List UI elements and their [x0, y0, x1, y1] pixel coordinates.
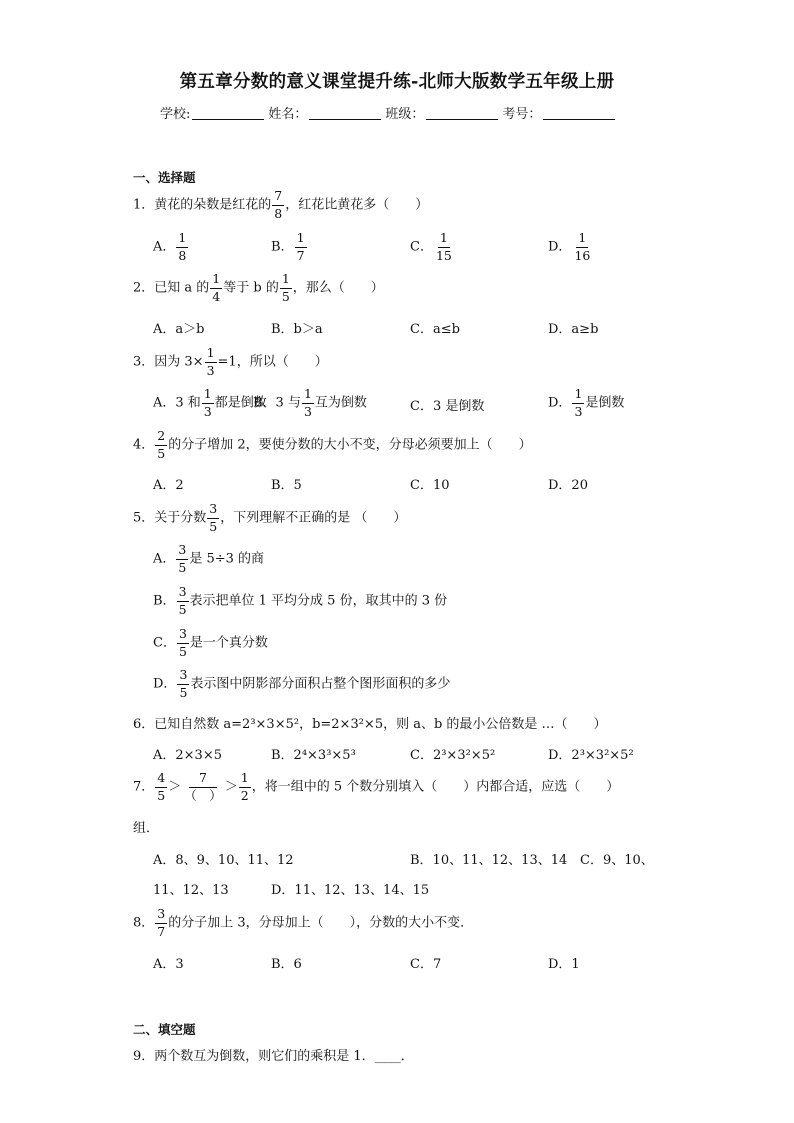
greater-than: ＞ — [224, 779, 238, 795]
q6-option-a[interactable]: A．2×3×5 — [153, 748, 222, 763]
denominator: 5 — [178, 559, 187, 575]
page-title: 第五章分数的意义课堂提升练-北师大版数学五年级上册 — [179, 72, 615, 92]
q5-text-a: 5．关于分数 — [133, 510, 207, 526]
question-2 — [133, 273, 384, 303]
denominator: 4 — [212, 288, 221, 304]
option-text: 是 5÷3 的商 — [189, 551, 265, 567]
numerator: 3 — [207, 503, 219, 519]
denominator: 3 — [574, 403, 583, 419]
option-text: 互为倒数 — [314, 395, 367, 411]
denominator: 5 — [157, 445, 166, 461]
numerator: 1 — [239, 772, 251, 788]
q4-option-c[interactable]: C．10 — [410, 478, 450, 493]
denominator: 2 — [240, 787, 249, 803]
q7-option-d[interactable]: D．11、12、13、14、15 — [271, 883, 430, 898]
q5-option-a[interactable] — [153, 544, 264, 574]
denominator: 8 — [274, 205, 283, 221]
numerator: 1 — [210, 273, 222, 289]
numerator: 7 — [272, 190, 284, 206]
denominator: 5 — [178, 601, 187, 617]
q1-option-d[interactable] — [548, 232, 593, 262]
option-letter: D． — [548, 239, 572, 255]
option-text: 是倒数 — [585, 395, 625, 411]
denominator: 8 — [178, 247, 187, 263]
question-5 — [133, 503, 406, 533]
numerator: 3 — [155, 908, 167, 924]
option-text: 是一个真分数 — [189, 635, 268, 651]
denominator: 5 — [178, 643, 187, 659]
q7-text-c: 组． — [133, 821, 160, 836]
q2-option-a[interactable]: A．a＞b — [153, 322, 205, 337]
q2-option-d[interactable]: D．a≥b — [548, 322, 599, 337]
numerator: 1 — [438, 232, 450, 248]
denominator: 3 — [206, 362, 215, 378]
q8-option-d[interactable]: D．1 — [548, 957, 580, 972]
q2-text-c: ，那么（ ） — [292, 280, 384, 296]
question-8 — [133, 908, 473, 938]
numerator: 3 — [177, 669, 189, 685]
q1-text-a: 1．黄花的朵数是红花的 — [133, 197, 272, 213]
name-blank[interactable] — [309, 107, 381, 120]
denominator: 5 — [281, 288, 290, 304]
q2-text-b: 等于 b 的 — [223, 280, 279, 296]
q6-option-b[interactable]: B．2⁴×3³×5³ — [271, 748, 356, 763]
numerator: 1 — [205, 347, 217, 363]
class-label: 班级： — [385, 107, 425, 122]
question-1 — [133, 190, 428, 220]
numerator: 1 — [280, 273, 292, 289]
denominator: 7 — [296, 247, 305, 263]
q2-option-c[interactable]: C．a≤b — [410, 322, 460, 337]
question-7 — [133, 772, 619, 802]
q2-text-a: 2．已知 a 的 — [133, 280, 210, 296]
greater-than: ＞ — [168, 779, 182, 795]
question-9 — [133, 1045, 414, 1064]
q5-option-d[interactable] — [153, 669, 450, 699]
q7-text-b: ，将一组中的 5 个数分别填入（ ）内都合适，应选（ ） — [251, 779, 620, 795]
q3-text-a: 3．因为 3× — [133, 354, 204, 370]
question-6: 6．已知自然数 a=2³×3×5²，b=2×3²×5，则 a、b 的最小公倍数是 …（ ） — [133, 717, 607, 732]
question-3 — [133, 347, 328, 377]
denominator-blank[interactable]: （ ） — [184, 787, 222, 803]
name-label: 姓名： — [268, 107, 308, 122]
numerator: 3 — [177, 628, 189, 644]
numerator: 3 — [177, 586, 189, 602]
q5-option-b[interactable] — [153, 586, 447, 616]
q4-option-b[interactable]: B．5 — [271, 478, 302, 493]
q7-option-c-cont[interactable]: 11、12、13 — [153, 883, 229, 898]
numerator: 2 — [155, 430, 167, 446]
q6-option-c[interactable]: C．2³×3²×5² — [410, 748, 496, 763]
number-blank[interactable] — [543, 107, 615, 120]
number-label: 考号： — [502, 107, 542, 122]
class-blank[interactable] — [426, 107, 498, 120]
q1-option-a[interactable] — [153, 232, 189, 262]
q7-option-b[interactable]: B．10、11、12、13、14 — [410, 853, 568, 868]
section-heading-fill: 二、填空题 — [133, 1022, 196, 1037]
q1-fraction — [272, 190, 284, 220]
option-text: B．3 与 — [253, 395, 301, 411]
denominator: 5 — [179, 684, 188, 700]
denominator: 15 — [435, 247, 452, 263]
q4-option-a[interactable]: A．2 — [153, 478, 184, 493]
school-blank[interactable] — [192, 107, 264, 120]
q8-option-c[interactable]: C．7 — [410, 957, 442, 972]
numerator: 4 — [155, 772, 167, 788]
q5-text-b: ，下列理解不正确的是 （ ） — [220, 510, 407, 526]
denominator: 3 — [203, 403, 212, 419]
q1-option-b[interactable] — [271, 232, 308, 262]
option-text: 表示把单位 1 平均分成 5 份，取其中的 3 份 — [189, 593, 448, 609]
q9-text: 9．两个数互为倒数，则它们的乘积是 1． — [133, 1049, 375, 1064]
q7-text-a: 7． — [133, 779, 155, 795]
option-letter: B． — [271, 239, 294, 255]
numerator: 1 — [302, 388, 314, 404]
q3-option-b[interactable] — [253, 388, 367, 418]
q3-option-c[interactable]: C．3 是倒数 — [410, 399, 485, 414]
q3-option-d[interactable] — [548, 388, 624, 418]
q4-option-d[interactable]: D．20 — [548, 478, 588, 493]
option-letter: A． — [153, 239, 176, 255]
school-label: 学校: — [160, 107, 191, 122]
option-letter: C． — [410, 239, 433, 255]
numerator: 7 — [189, 772, 217, 788]
numerator: 1 — [295, 232, 307, 248]
q6-option-d[interactable]: D．2³×3²×5² — [548, 748, 634, 763]
q8-option-a[interactable]: A．3 — [153, 957, 184, 972]
option-letter: D． — [153, 676, 177, 692]
option-letter: B． — [153, 593, 176, 609]
denominator: 16 — [574, 247, 591, 263]
q7-option-c[interactable]: C．9、10、 — [580, 853, 654, 868]
denominator: 5 — [209, 518, 218, 534]
option-text: 表示图中阴影部分面积占整个图形面积的多少 — [190, 676, 451, 692]
numerator: 3 — [176, 544, 188, 560]
numerator: 1 — [572, 388, 584, 404]
student-info-line — [160, 103, 619, 122]
option-letter: A． — [153, 551, 176, 567]
q8-option-b[interactable]: B．6 — [271, 957, 302, 972]
denominator: 7 — [157, 923, 166, 939]
option-text: 都是倒数 — [214, 395, 267, 411]
option-text: A．3 和 — [153, 395, 201, 411]
q3-option-a[interactable] — [153, 388, 267, 418]
q2-option-b[interactable]: B．b＞a — [271, 322, 323, 337]
option-letter: D． — [548, 395, 572, 411]
numerator: 1 — [576, 232, 588, 248]
q3-text-b: =1，所以（ ） — [217, 354, 328, 370]
denominator: 5 — [157, 787, 166, 803]
q4-text-a: 4． — [133, 437, 155, 453]
numerator: 1 — [176, 232, 188, 248]
q5-option-c[interactable] — [153, 628, 268, 658]
q1-text-b: ，红花比黄花多（ ） — [285, 197, 429, 213]
numerator: 1 — [202, 388, 214, 404]
q8-text-b: 的分子加上 3，分母加上（ ），分数的大小不变． — [168, 915, 474, 931]
question-4 — [133, 430, 532, 460]
option-letter: C． — [153, 635, 176, 651]
q7-option-a[interactable]: A．8、9、10、11、12 — [153, 853, 294, 868]
q4-text-b: 的分子增加 2，要使分数的大小不变，分母必须要加上（ ） — [168, 437, 532, 453]
q1-option-c[interactable] — [410, 232, 455, 262]
denominator: 3 — [303, 403, 312, 419]
q9-period: ． — [400, 1049, 414, 1064]
section-heading-choice: 一、选择题 — [133, 170, 196, 185]
q8-text-a: 8． — [133, 915, 155, 931]
q9-answer-blank[interactable]: ____ — [374, 1049, 401, 1064]
